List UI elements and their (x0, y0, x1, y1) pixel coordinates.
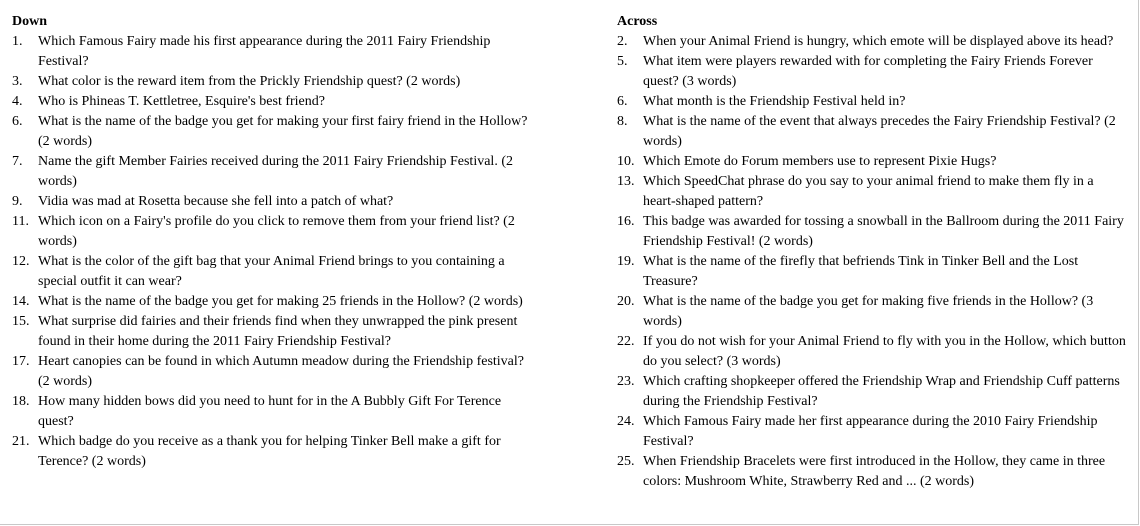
down-clues-column (12, 12, 532, 472)
clue-text: Who is Phineas T. Kettletree, Esquire's best friend? (38, 94, 325, 109)
clue-item (617, 332, 1129, 372)
clue-text: What month is the Friendship Festival held in? (643, 94, 906, 109)
clue-item (12, 432, 532, 472)
clue-item (12, 152, 532, 192)
clue-text: This badge was awarded for tossing a snowball in the Ballroom during the 2011 Fairy Friendship Festival! (2 words) (643, 214, 1124, 249)
clue-number: 6. (12, 114, 23, 129)
clue-number: 6. (617, 94, 628, 109)
clue-item (12, 92, 532, 112)
clue-text: What item were players rewarded with for completing the Fairy Friends Forever quest? (3 words) (643, 54, 1093, 89)
clue-number: 15. (12, 314, 30, 329)
across-heading: Across (617, 14, 658, 29)
clue-text: What is the name of the badge you get for making 25 friends in the Hollow? (2 words) (38, 294, 523, 309)
clue-number: 20. (617, 294, 635, 309)
across-clues-column (617, 12, 1129, 492)
clue-item (12, 252, 532, 292)
clue-number: 21. (12, 434, 30, 449)
clue-text: Which icon on a Fairy's profile do you click to remove them from your friend list? (2 words) (38, 214, 515, 249)
clue-number: 4. (12, 94, 23, 109)
clue-number: 23. (617, 374, 635, 389)
clue-number: 2. (617, 34, 628, 49)
clue-text: Which Famous Fairy made her first appearance during the 2010 Fairy Friendship Festival? (643, 414, 1098, 449)
clue-item (617, 252, 1129, 292)
clue-text: If you do not wish for your Animal Friend to fly with you in the Hollow, which button do you select? (3 words) (643, 334, 1126, 369)
clue-item (617, 172, 1129, 212)
clue-item (12, 212, 532, 252)
clue-number: 3. (12, 74, 23, 89)
clue-number: 19. (617, 254, 635, 269)
clue-number: 11. (12, 214, 29, 229)
clue-number: 25. (617, 454, 635, 469)
clue-text: What is the color of the gift bag that your Animal Friend brings to you containing a special outfit it can wear? (38, 254, 505, 289)
clue-number: 13. (617, 174, 635, 189)
clue-number: 18. (12, 394, 30, 409)
clue-item (617, 372, 1129, 412)
clue-item (12, 352, 532, 392)
clue-number: 9. (12, 194, 23, 209)
clue-number: 14. (12, 294, 30, 309)
clue-item (617, 412, 1129, 452)
clue-number: 1. (12, 34, 23, 49)
clue-item (617, 452, 1129, 492)
clue-item (12, 72, 532, 92)
clue-number: 22. (617, 334, 635, 349)
down-clue-list (12, 32, 532, 472)
clue-text: Name the gift Member Fairies received during the 2011 Fairy Friendship Festival. (2 words) (38, 154, 513, 189)
clue-text: What color is the reward item from the Prickly Friendship quest? (2 words) (38, 74, 461, 89)
clue-number: 16. (617, 214, 635, 229)
down-heading: Down (12, 14, 48, 29)
clue-number: 7. (12, 154, 23, 169)
clue-text: Which Emote do Forum members use to represent Pixie Hugs? (643, 154, 997, 169)
clue-number: 17. (12, 354, 30, 369)
clue-number: 8. (617, 114, 628, 129)
clue-text: Vidia was mad at Rosetta because she fell into a patch of what? (38, 194, 394, 209)
clue-number: 12. (12, 254, 30, 269)
clue-item (12, 112, 532, 152)
clue-item (12, 292, 532, 312)
clue-text: Which badge do you receive as a thank you for helping Tinker Bell make a gift for Terence? (2 words) (38, 434, 501, 469)
clue-item (617, 32, 1129, 52)
clue-text: What is the name of the event that always precedes the Fairy Friendship Festival? (2 words) (643, 114, 1116, 149)
clue-text: Which Famous Fairy made his first appearance during the 2011 Fairy Friendship Festival? (38, 34, 491, 69)
clue-item (617, 52, 1129, 92)
clue-item (617, 152, 1129, 172)
clue-text: Which crafting shopkeeper offered the Friendship Wrap and Friendship Cuff patterns during the Friendship Festival? (643, 374, 1120, 409)
clue-item (12, 312, 532, 352)
clue-item (12, 392, 532, 432)
clue-item (12, 32, 532, 72)
across-clue-list (617, 32, 1129, 492)
clue-item (617, 212, 1129, 252)
clue-number: 5. (617, 54, 628, 69)
clue-text: What surprise did fairies and their friends find when they unwrapped the pink present found in their home during the 2011 Fairy Friendship Festival? (38, 314, 518, 349)
clue-text: When your Animal Friend is hungry, which emote will be displayed above its head? (643, 34, 1114, 49)
clue-text: What is the name of the firefly that befriends Tink in Tinker Bell and the Lost Treasure? (643, 254, 1079, 289)
clue-item (617, 112, 1129, 152)
clue-number: 24. (617, 414, 635, 429)
clue-text: Heart canopies can be found in which Autumn meadow during the Friendship festival? (2 words) (38, 354, 524, 389)
clue-text: How many hidden bows did you need to hunt for in the A Bubbly Gift For Terence quest? (38, 394, 502, 429)
clue-text: What is the name of the badge you get for making your first fairy friend in the Hollow? (2 words) (38, 114, 528, 149)
clue-item (12, 192, 532, 212)
clue-item (617, 292, 1129, 332)
clue-text: What is the name of the badge you get for making five friends in the Hollow? (3 words) (643, 294, 1094, 329)
clue-number: 10. (617, 154, 635, 169)
clue-item (617, 92, 1129, 112)
clue-text: When Friendship Bracelets were first introduced in the Hollow, they came in three colors: Mushroom White, Strawberry Red and ... (2 words) (643, 454, 1106, 489)
clue-text: Which SpeedChat phrase do you say to your animal friend to make them fly in a heart-shaped pattern? (643, 174, 1094, 209)
